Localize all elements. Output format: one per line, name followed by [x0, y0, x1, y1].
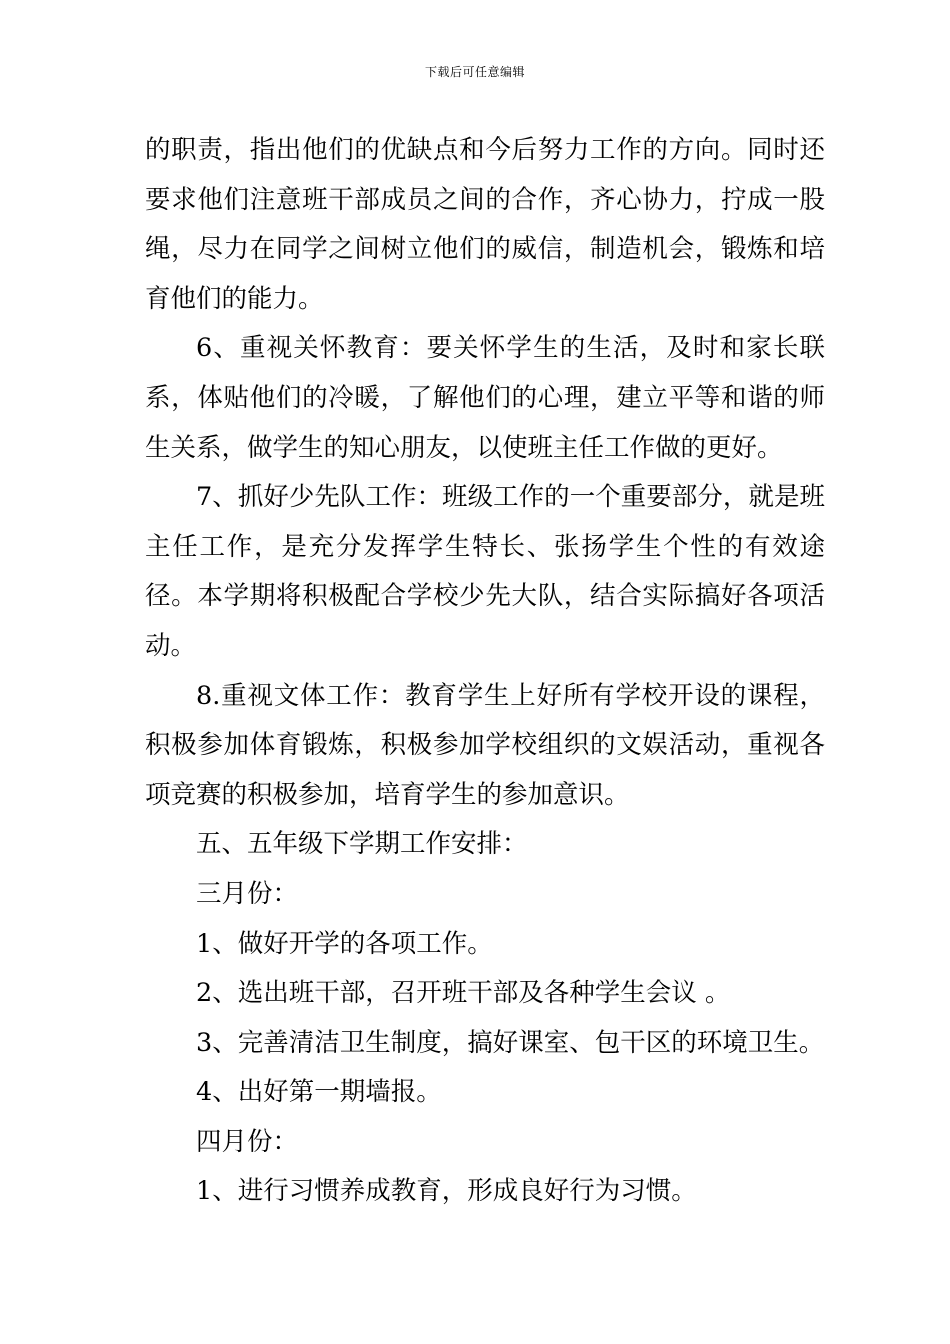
paragraph-duties: 的职责，指出他们的优缺点和今后努力工作的方向。同时还要求他们注意班干部成员之间的合作，齐心协力，拧成一股绳，尽力在同学之间树立他们的威信，制造机会，锻炼和培育他们的能力。 [145, 135, 825, 314]
month-heading-april: 四月份： [196, 1126, 299, 1157]
march-item-1: 1、做好开学的各项工作。 [196, 928, 493, 959]
paragraph-item-7: 7、抓好少先队工作：班级工作的一个重要部分，就是班主任工作，是充分发挥学生特长、张扬学生个性的有效途径。本学期将积极配合学校少先大队，结合实际搞好各项活动。 [145, 482, 825, 661]
month-heading-march: 三月份： [196, 878, 299, 909]
paragraph-item-8: 8.重视文体工作：教育学生上好所有学校开设的课程，积极参加体育锻炼，积极参加学校组织的文娱活动，重视各项竞赛的积极参加，培育学生的参加意识。 [145, 680, 825, 810]
march-item-4: 4、出好第一期墙报。 [196, 1077, 442, 1108]
paragraph-item-6: 6、重视关怀教育：要关怀学生的生活，及时和家长联系，体贴他们的冷暖，了解他们的心理，建立平等和谐的师生关系，做学生的知心朋友，以使班主任工作做的更好。 [145, 333, 825, 463]
section-heading-five: 五、五年级下学期工作安排： [196, 829, 528, 860]
document-body [145, 126, 825, 1217]
page-header: 下载后可任意编辑 [424, 65, 525, 79]
march-item-3: 3、完善清洁卫生制度，搞好课室、包干区的环境卫生。 [196, 1027, 825, 1058]
april-item-1: 1、进行习惯养成教育，形成良好行为习惯。 [196, 1176, 697, 1207]
march-item-2: 2、选出班干部，召开班干部及各种学生会议 。 [196, 978, 731, 1009]
